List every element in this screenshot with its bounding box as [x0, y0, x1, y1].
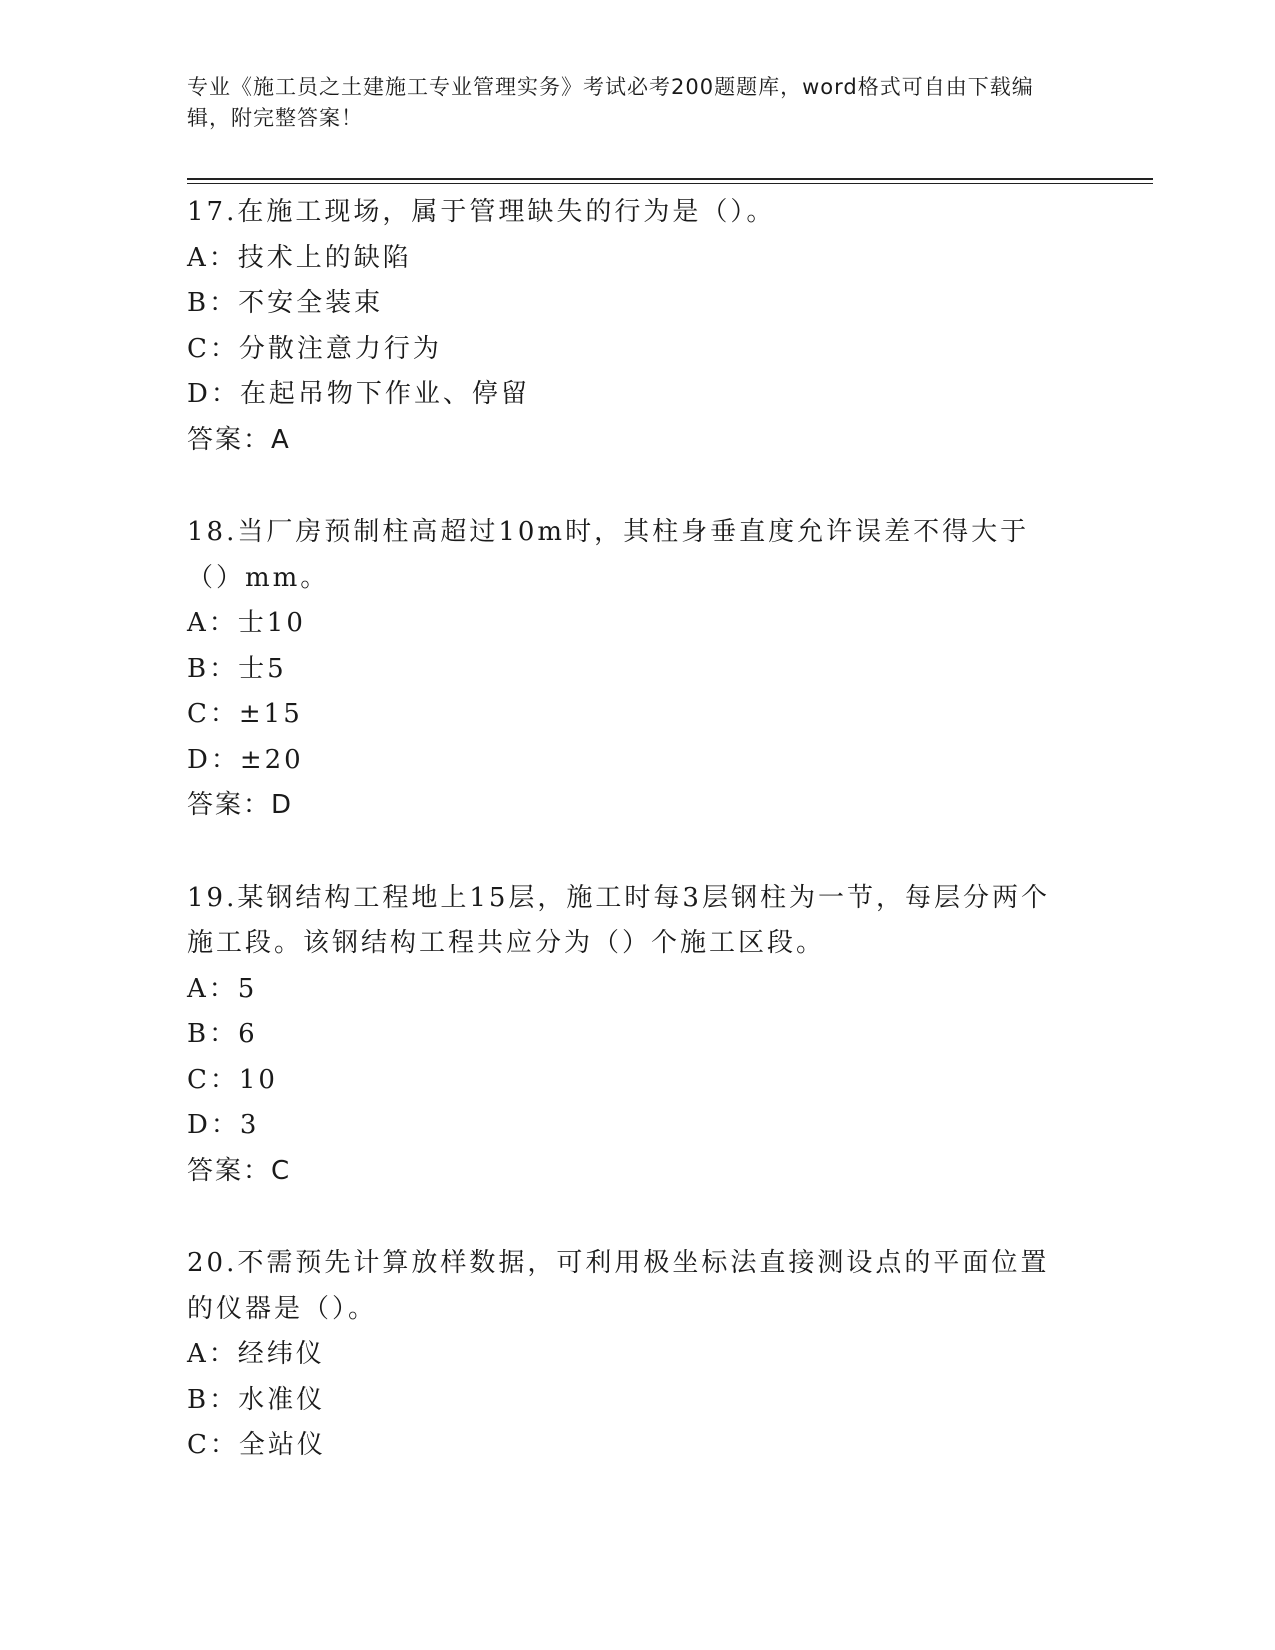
question-stem: 18.当厂房预制柱高超过10m时，其柱身垂直度允许误差不得大于（）mm。	[187, 517, 1030, 593]
option-c: C：10	[187, 1064, 278, 1095]
option-a: A：技术上的缺陷	[187, 242, 412, 273]
option-d: D：在起吊物下作业、停留	[187, 379, 530, 409]
question-19	[187, 876, 1067, 1195]
answer-label: 答案：D	[187, 790, 294, 820]
question-20	[187, 1241, 1067, 1469]
option-d: D：3	[187, 1110, 260, 1140]
answer-label: 答案：C	[187, 1155, 292, 1186]
option-c: C：分散注意力行为	[187, 333, 442, 364]
document-header: 专业《施工员之土建施工专业管理实务》考试必考200题题库，word格式可自由下载编辑，附完整答案！	[187, 75, 1034, 130]
option-c: C：全站仪	[187, 1430, 326, 1460]
question-list	[187, 190, 1067, 1516]
question-stem: 17.在施工现场，属于管理缺失的行为是（）。	[187, 197, 776, 227]
option-d: D：±20	[187, 744, 304, 775]
option-b: B：士5	[187, 653, 287, 684]
header-divider-thick	[187, 178, 1153, 180]
answer-label: 答案：A	[187, 424, 291, 455]
option-b: B：不安全装束	[187, 288, 384, 318]
option-a: A：士10	[187, 608, 306, 638]
question-stem: 20.不需预先计算放样数据，可利用极坐标法直接测设点的平面位置的仪器是（）。	[187, 1248, 1050, 1324]
option-b: B：6	[187, 1019, 258, 1049]
question-17	[187, 190, 1067, 463]
option-a: A：5	[187, 973, 258, 1004]
question-stem: 19.某钢结构工程地上15层，施工时每3层钢柱为一节，每层分两个施工段。该钢结构工程共应分为（）个施工区段。	[187, 882, 1050, 958]
header-divider-thin	[187, 183, 1153, 184]
option-a: A：经纬仪	[187, 1339, 325, 1369]
option-b: B：水准仪	[187, 1384, 326, 1415]
question-18	[187, 510, 1067, 829]
option-c: C：±15	[187, 699, 303, 729]
